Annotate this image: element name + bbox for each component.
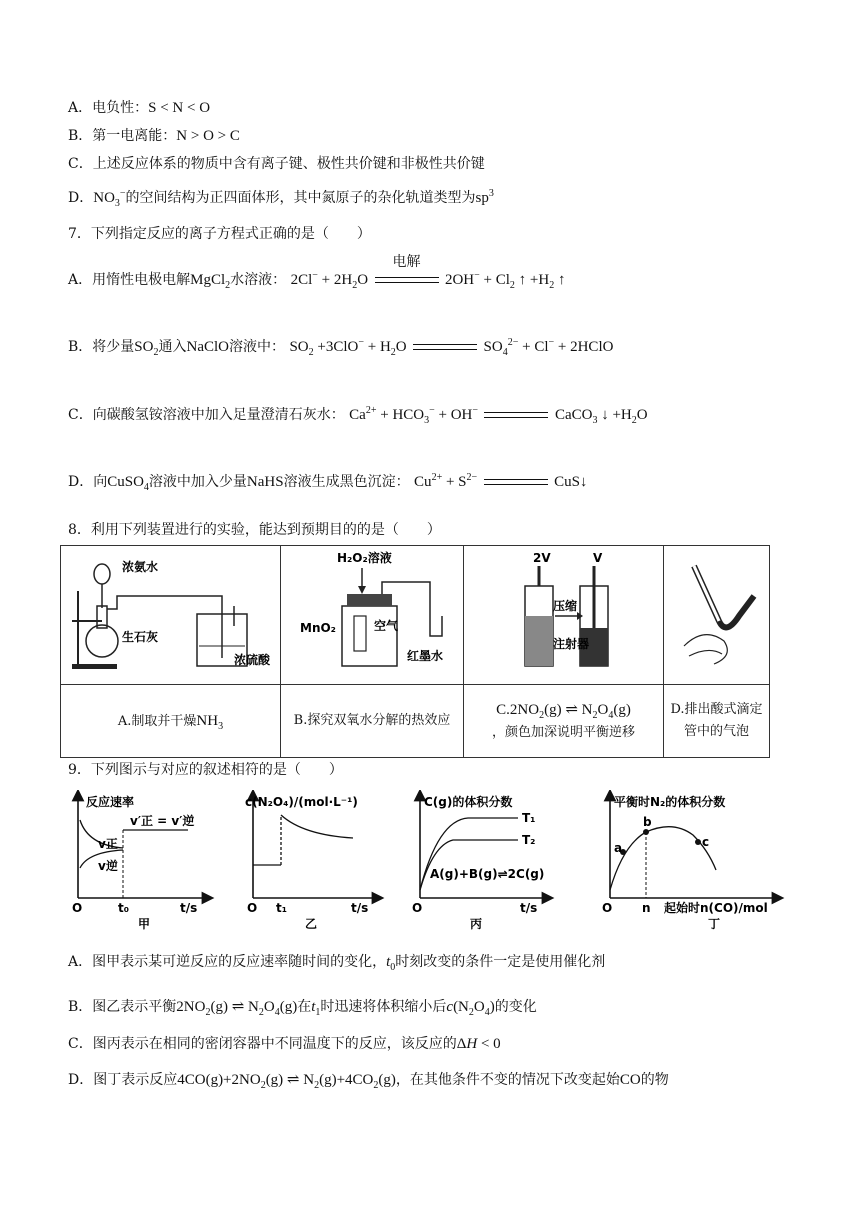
q9-option-c: C．图丙表示在相同的密闭容器中不同温度下的反应，该反应的ΔH < 0 [68,1036,501,1052]
q9-option-a: A．图甲表示某可逆反应的反应速率随时间的变化，$t_0$时刻改变的条件一定是使用催化剂 [68,954,606,973]
caption-d: D.排出酸式滴定管中的气泡 [664,685,770,758]
graph-jia [72,794,208,930]
svg-text:丙: 丙 [470,917,483,930]
apparatus-d-figure [664,546,769,684]
svg-text:c: c [702,835,710,849]
svg-text:t/s: t/s [180,901,198,915]
svg-text:v正: v正 [98,837,118,851]
svg-text:t₀: t₀ [118,901,129,915]
q9-stem: 9．下列图示与对应的叙述相符的是（ ） [68,762,343,778]
svg-text:A(g)+B(g)⇌2C(g): A(g)+B(g)⇌2C(g) [430,867,545,881]
caption-a: A.制取并干燥$NH_3$ [61,685,281,758]
q9-graphs [68,790,788,930]
svg-text:v′正 = v′逆: v′正 = v′逆 [130,814,195,828]
graph-ding [602,794,778,930]
svg-text:T₂: T₂ [522,833,536,847]
q6-option-d: D．$NO_3^-$的空间结构为正四面体形，其中氮原子的杂化轨道类型为$sp^3$ [68,188,494,209]
svg-text:O: O [412,901,423,915]
q7-option-a: A．用惰性电极电解MgCl$_2$水溶液： $2Cl^- + 2H_2O$ 电解 $2OH^- + Cl_2$ ↑ $+H_2$ ↑ [68,254,566,291]
q6-option-a: A．电负性：S < N < O [68,100,211,116]
caption-b: B.探究双氧水分解的热效应 [281,685,464,758]
svg-text:平衡时N₂的体积分数: 平衡时N₂的体积分数 [614,795,726,809]
svg-text:丁: 丁 [708,917,721,930]
svg-text:起始时n(CO)/mol: 起始时n(CO)/mol [664,901,768,915]
q6-option-b: B．第一电离能：N > O > C [68,128,240,144]
q7-option-b: B．将少量$SO_2$通入NaClO溶液中： $SO_2 +3ClO^- + H_2O$ $SO_4^{2-} + Cl^-$ + 2HClO [68,337,614,358]
svg-text:乙: 乙 [305,917,318,930]
label-compress: 压缩 [552,599,577,613]
q8-stem: 8．利用下列装置进行的实验，能达到预期目的的是（ ） [68,522,441,538]
label-conc-sulfuric: 浓硫酸 [233,653,270,667]
q9-option-b: B．图乙表示平衡$2NO_2(g)$ ⇌ $N_2O_4(g)$在$t_1$时迅速将体积缩小后$c(N_2O_4)$的变化 [68,999,537,1018]
q9-option-d: D．图丁表示反应$4CO(g)+2NO_2(g)$ ⇌ $N_2(g)+4CO_2(g)$，在其他条件不变的情况下改变起始CO的物 [68,1072,669,1091]
label-2v: 2V [532,551,551,565]
graph-bing [412,794,548,930]
svg-text:反应速率: 反应速率 [86,795,135,809]
apparatus-b-figure [281,546,463,684]
label-syringe: 注射器 [552,637,589,651]
q8-apparatus-table [60,545,770,758]
svg-text:v逆: v逆 [98,859,118,873]
graph-yi [245,795,378,930]
q6-option-c: C．上述反应体系的物质中含有离子键、极性共价键和非极性共价键 [68,156,485,172]
q7-stem: 7．下列指定反应的离子方程式正确的是（ ） [68,226,371,242]
label-conc-ammonia: 浓氨水 [121,560,158,574]
svg-text:O: O [72,901,83,915]
svg-text:c(N₂O₄)/(mol·L⁻¹): c(N₂O₄)/(mol·L⁻¹) [245,795,358,809]
label-mno2: MnO₂ [299,621,336,635]
svg-text:T₁: T₁ [522,811,536,825]
svg-text:t₁: t₁ [276,901,287,915]
label-red-ink: 红墨水 [406,649,443,663]
label-quicklime: 生石灰 [121,630,158,644]
apparatus-c-figure [464,546,663,684]
label-h2o2: H₂O₂溶液 [336,551,392,565]
svg-text:t/s: t/s [351,901,369,915]
caption-c: $C.2NO_2(g)$ ⇌ $N_2O_4(g)$ ，颜色加深说明平衡逆移 [464,685,664,758]
svg-text:b: b [643,815,652,829]
apparatus-a-figure [61,546,280,684]
svg-text:a: a [614,841,623,855]
q7-option-c: C．向碳酸氢铵溶液中加入足量澄清石灰水： $Ca^{2+} + HCO_3^- + OH^-$ CaCO$_3$ ↓ $+H_2O$ [68,405,648,426]
label-air: 空气 [373,619,398,633]
svg-text:t/s: t/s [520,901,538,915]
svg-text:甲: 甲 [138,917,151,930]
svg-text:n: n [642,901,651,915]
label-v: V [592,551,602,565]
q7-option-d: D．向CuSO$_4$溶液中加入少量NaHS溶液生成黑色沉淀： $Cu^{2+} + S^{2-}$ CuS↓ [68,472,588,493]
svg-text:O: O [247,901,258,915]
electrolysis-condition: 电解 [392,254,421,270]
svg-text:C(g)的体积分数: C(g)的体积分数 [424,795,513,809]
svg-text:O: O [602,901,613,915]
